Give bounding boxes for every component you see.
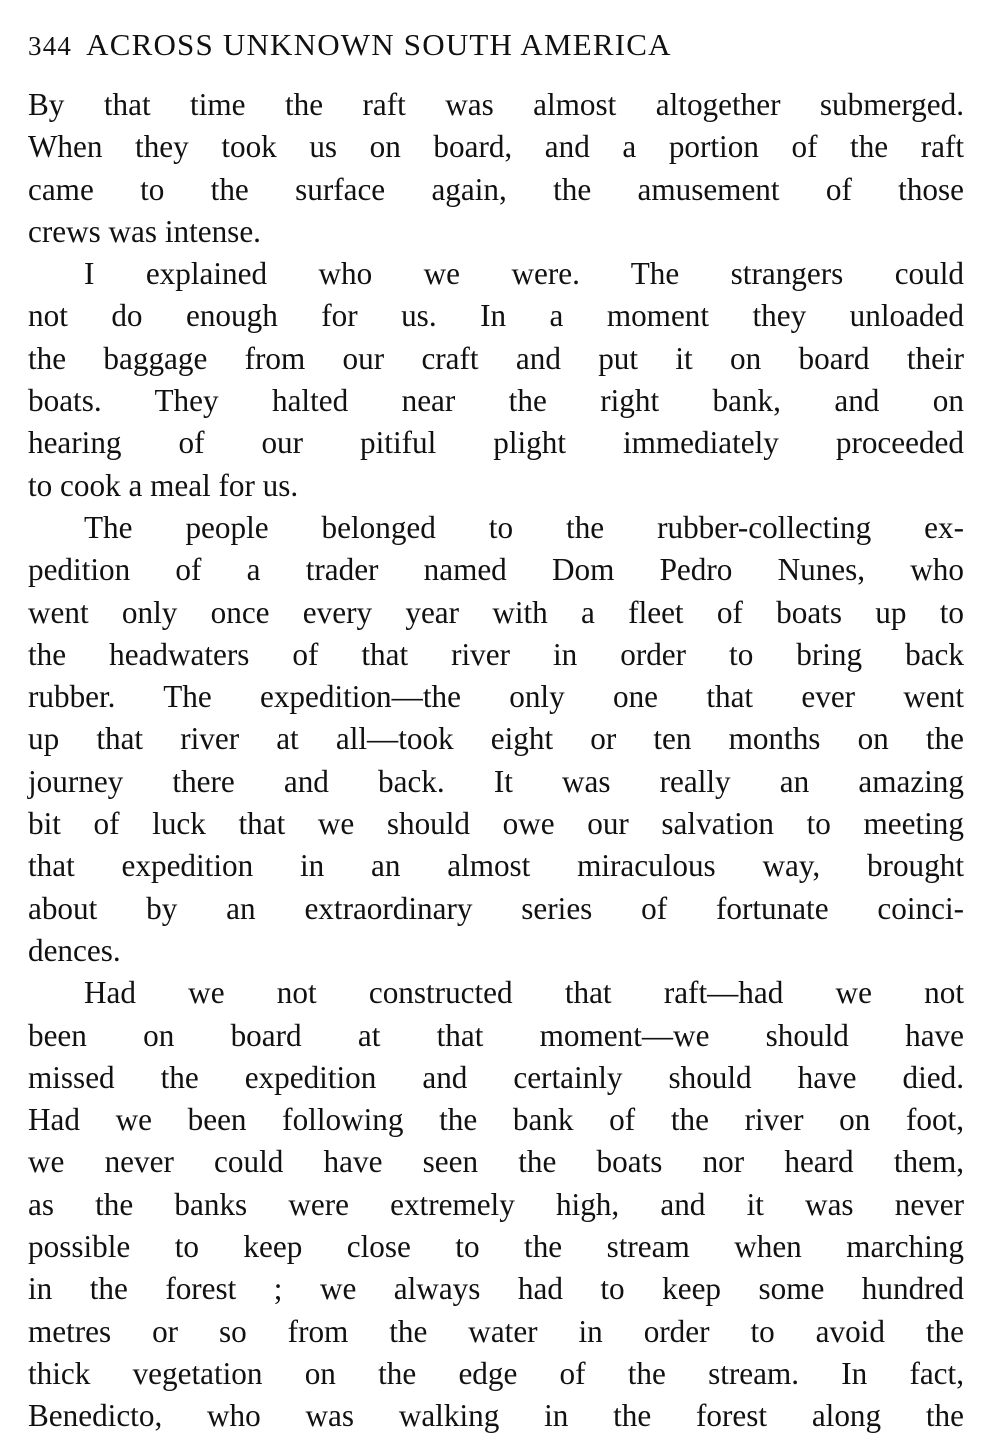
page-number: 344 [28,31,73,61]
text-line: I explained who we were. The strangers could [84,256,964,292]
text-line: been on board at that moment—we should have [28,1017,964,1053]
text-line: to cook a meal for us. [28,467,299,503]
text-line: missed the expedition and certainly should have died. [28,1059,964,1095]
text-line: When they took us on board, and a portion of the raft [28,129,964,165]
text-line: crews was intense. [28,213,261,249]
text-line: we never could have seen the boats nor heard them, [28,1144,964,1180]
running-title: ACROSS UNKNOWN SOUTH AMERICA [86,27,672,62]
text-line: The people belonged to the rubber-collecting ex- [84,509,964,545]
running-header [28,18,964,72]
paragraph [28,84,964,253]
text-line: not do enough for us. In a moment they unloaded [28,298,964,334]
text-line: that expedition in an almost miraculous way, brought [28,848,964,884]
paragraph [28,972,964,1437]
text-line: rubber. The expedition—the only one that ever went [28,679,964,715]
text-line: the headwaters of that river in order to bring back [28,636,964,672]
text-line: up that river at all—took eight or ten months on the [28,721,964,757]
text-line: hearing of our pitiful plight immediately proceeded [28,425,964,461]
text-line: the baggage from our craft and put it on board their [28,340,964,376]
text-line: By that time the raft was almost altogether submerged. [28,87,964,122]
text-line: Benedicto, who was walking in the forest along the [28,1398,964,1434]
text-line: thick vegetation on the edge of the stream. In fact, [28,1355,964,1391]
text-line: possible to keep close to the stream when marching [28,1229,964,1265]
body-text [28,84,964,1438]
text-line: came to the surface again, the amusement of those [28,171,964,207]
book-page [28,18,964,1438]
text-line: went only once every year with a fleet of boats up to [28,594,964,630]
text-line: Had we not constructed that raft—had we not [84,975,964,1011]
text-line: boats. They halted near the right bank, and on [28,383,964,419]
paragraph [28,253,964,507]
text-line: bit of luck that we should owe our salvation to meeting [28,806,964,842]
text-line: as the banks were extremely high, and it was never [28,1186,964,1222]
text-line: Had we been following the bank of the river on foot, [28,1102,964,1138]
text-line: in the forest ; we always had to keep some hundred [28,1271,964,1307]
text-line: about by an extraordinary series of fortunate coinci- [28,890,964,926]
text-line: dences. [28,932,121,968]
text-line: metres or so from the water in order to avoid the [28,1313,964,1349]
text-line: journey there and back. It was really an amazing [28,763,964,799]
paragraph [28,507,964,972]
text-line: pedition of a trader named Dom Pedro Nunes, who [28,552,964,588]
